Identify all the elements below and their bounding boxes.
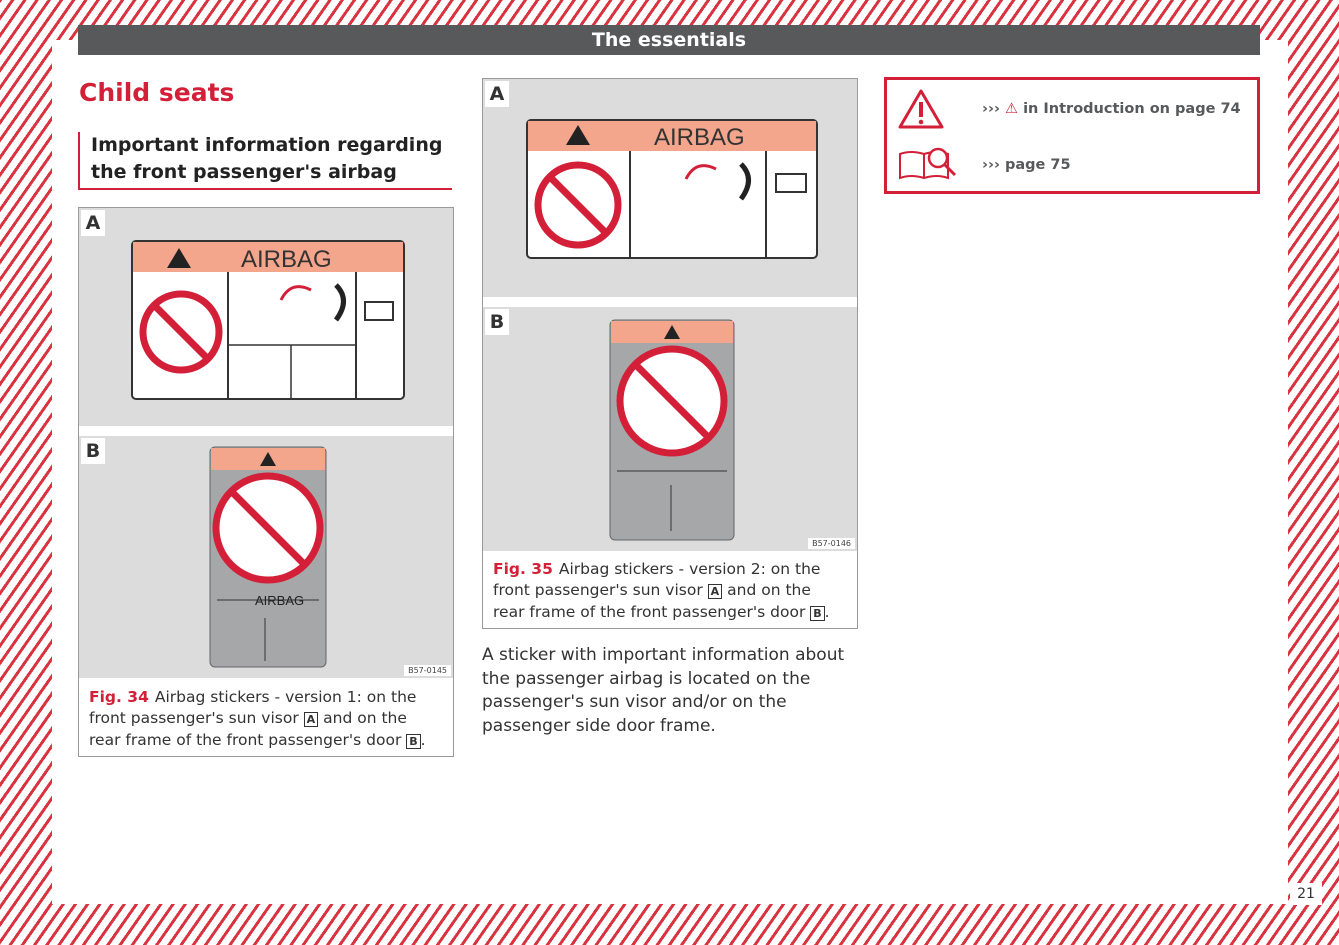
panel-b — [79, 436, 453, 678]
page-reference[interactable] — [982, 157, 1071, 173]
figure-caption — [483, 554, 857, 629]
svg-text:AIRBAG: AIRBAG — [255, 593, 305, 608]
header-bar: The essentials — [78, 25, 1260, 55]
panel-a — [79, 208, 453, 426]
section-subtitle: Important information regarding the front passenger's airbag — [78, 132, 452, 190]
figure-code: B57-0145 — [404, 665, 451, 676]
figure-caption — [79, 682, 453, 757]
mark-b: B — [810, 606, 824, 621]
caption-text: Airbag stickers - version 2: on the front passenger's sun visor — [493, 559, 821, 599]
svg-text:AIRBAG: AIRBAG — [241, 246, 332, 273]
section-title: Child seats — [79, 78, 235, 107]
figure-number: Fig. 35 — [493, 559, 553, 578]
panel-label: A — [81, 210, 105, 236]
panel-label: B — [485, 309, 509, 335]
chevrons: ››› — [982, 157, 1000, 173]
reference-text: page 75 — [1005, 157, 1071, 173]
mark-a: A — [708, 584, 723, 599]
caption-text: Airbag stickers - version 1: on the front passenger's sun visor — [89, 687, 417, 727]
panel-a — [483, 79, 857, 297]
reference-box — [884, 77, 1260, 194]
figure-number: Fig. 34 — [89, 687, 149, 706]
caption-text: . — [420, 730, 426, 749]
airbag-sticker-b — [609, 319, 735, 541]
chevrons: ››› — [982, 101, 1000, 117]
small-warning-icon: ⚠ — [1005, 101, 1018, 117]
figure-35 — [482, 78, 858, 629]
caption-text: and on the rear frame of the front passenger's door — [89, 709, 407, 749]
panel-b — [483, 307, 857, 551]
body-text: A sticker with important information about the passenger airbag is located on the passenger's sun visor and/or on the passenger side door frame. — [482, 645, 845, 736]
airbag-sticker-a — [526, 119, 818, 259]
panel-label: B — [81, 438, 105, 464]
figure-34 — [78, 207, 454, 757]
reference-text: in Introduction on page 74 — [1023, 101, 1241, 117]
caption-text: and on the rear frame of the front passenger's door — [493, 581, 811, 621]
airbag-sticker-b — [209, 446, 327, 668]
svg-text:AIRBAG: AIRBAG — [654, 124, 745, 151]
airbag-sticker-a — [131, 240, 405, 400]
caption-text: . — [824, 602, 830, 621]
figure-code: B57-0146 — [808, 538, 855, 549]
book-search-icon — [897, 146, 959, 182]
mark-a: A — [304, 712, 319, 727]
warning-icon — [897, 88, 945, 130]
mark-b: B — [406, 734, 420, 749]
page-number: 21 — [1290, 883, 1322, 905]
warning-reference[interactable] — [982, 101, 1241, 117]
panel-label: A — [485, 81, 509, 107]
